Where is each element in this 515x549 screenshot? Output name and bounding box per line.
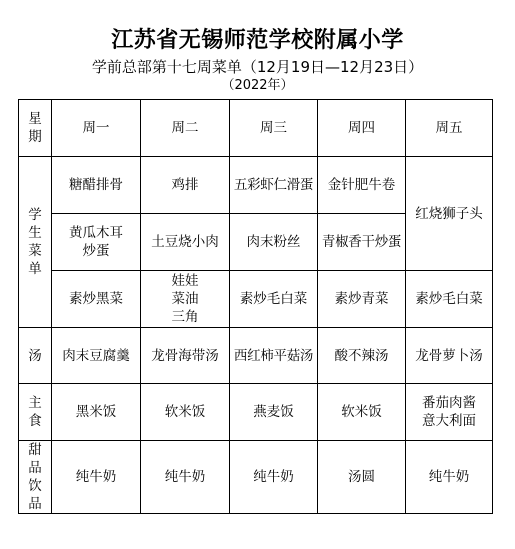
year-label: （2022年） [221, 78, 294, 93]
soup-label: 汤 [28, 347, 42, 364]
weekday-label-cell [19, 100, 52, 157]
dish-cell: 糖醋排骨 [52, 157, 141, 214]
day-monday: 周一 [52, 100, 141, 157]
staple-cell: 黑米饭 [52, 384, 141, 441]
staple-cell: 番茄肉酱意大利面 [406, 384, 493, 441]
dessert-row [19, 441, 493, 514]
dessert-cell: 纯牛奶 [52, 441, 141, 514]
dish-cell: 青椒香干炒蛋 [318, 214, 406, 271]
dessert-cell: 汤圆 [318, 441, 406, 514]
day-tuesday: 周二 [141, 100, 230, 157]
soup-cell: 龙骨海带汤 [141, 328, 230, 384]
dish-cell: 鸡排 [141, 157, 230, 214]
staple-cell: 软米饭 [318, 384, 406, 441]
day-wednesday: 周三 [230, 100, 318, 157]
dish-cell: 金针肥牛卷 [318, 157, 406, 214]
dish-cell: 娃娃菜油三角 [141, 271, 230, 328]
dish-cell: 黄瓜木耳炒蛋 [52, 214, 141, 271]
staple-label: 主食 [28, 395, 42, 429]
staple-cell: 燕麦饭 [230, 384, 318, 441]
soup-cell: 龙骨萝卜汤 [406, 328, 493, 384]
friday-merged-dish-cell: 红烧狮子头 [406, 157, 493, 271]
dish-cell: 土豆烧小肉 [141, 214, 230, 271]
soup-row [19, 328, 493, 384]
dessert-cell: 纯牛奶 [406, 441, 493, 514]
staple-cell: 软米饭 [141, 384, 230, 441]
header-row [19, 100, 493, 157]
page-title: 江苏省无锡师范学校附属小学 [111, 27, 404, 53]
dish-cell: 素炒毛白菜 [230, 271, 318, 328]
dish-cell: 素炒青菜 [318, 271, 406, 328]
dessert-cell: 纯牛奶 [141, 441, 230, 514]
dish-label-cell [19, 157, 52, 328]
dessert-label-cell [19, 441, 52, 514]
day-thursday: 周四 [318, 100, 406, 157]
day-friday: 周五 [406, 100, 493, 157]
dish-row-1 [19, 157, 493, 214]
soup-cell: 肉末豆腐羹 [52, 328, 141, 384]
dessert-label: 甜品饮品 [28, 442, 42, 512]
dish-row-3 [19, 271, 493, 328]
soup-label-cell [19, 328, 52, 384]
staple-label-cell [19, 384, 52, 441]
dish-cell: 素炒黑菜 [52, 271, 141, 328]
weekday-label: 星期 [28, 111, 42, 145]
dish-cell: 五彩虾仁滑蛋 [230, 157, 318, 214]
dessert-cell: 纯牛奶 [230, 441, 318, 514]
menu-table [18, 99, 493, 514]
dish-label: 学生菜单 [28, 207, 42, 277]
dish-cell: 素炒毛白菜 [406, 271, 493, 328]
soup-cell: 西红柿平菇汤 [230, 328, 318, 384]
dish-cell: 肉末粉丝 [230, 214, 318, 271]
soup-cell: 酸不辣汤 [318, 328, 406, 384]
staple-row [19, 384, 493, 441]
page-subtitle: 学前总部第十七周菜单（12月19日—12月23日） [91, 58, 424, 76]
